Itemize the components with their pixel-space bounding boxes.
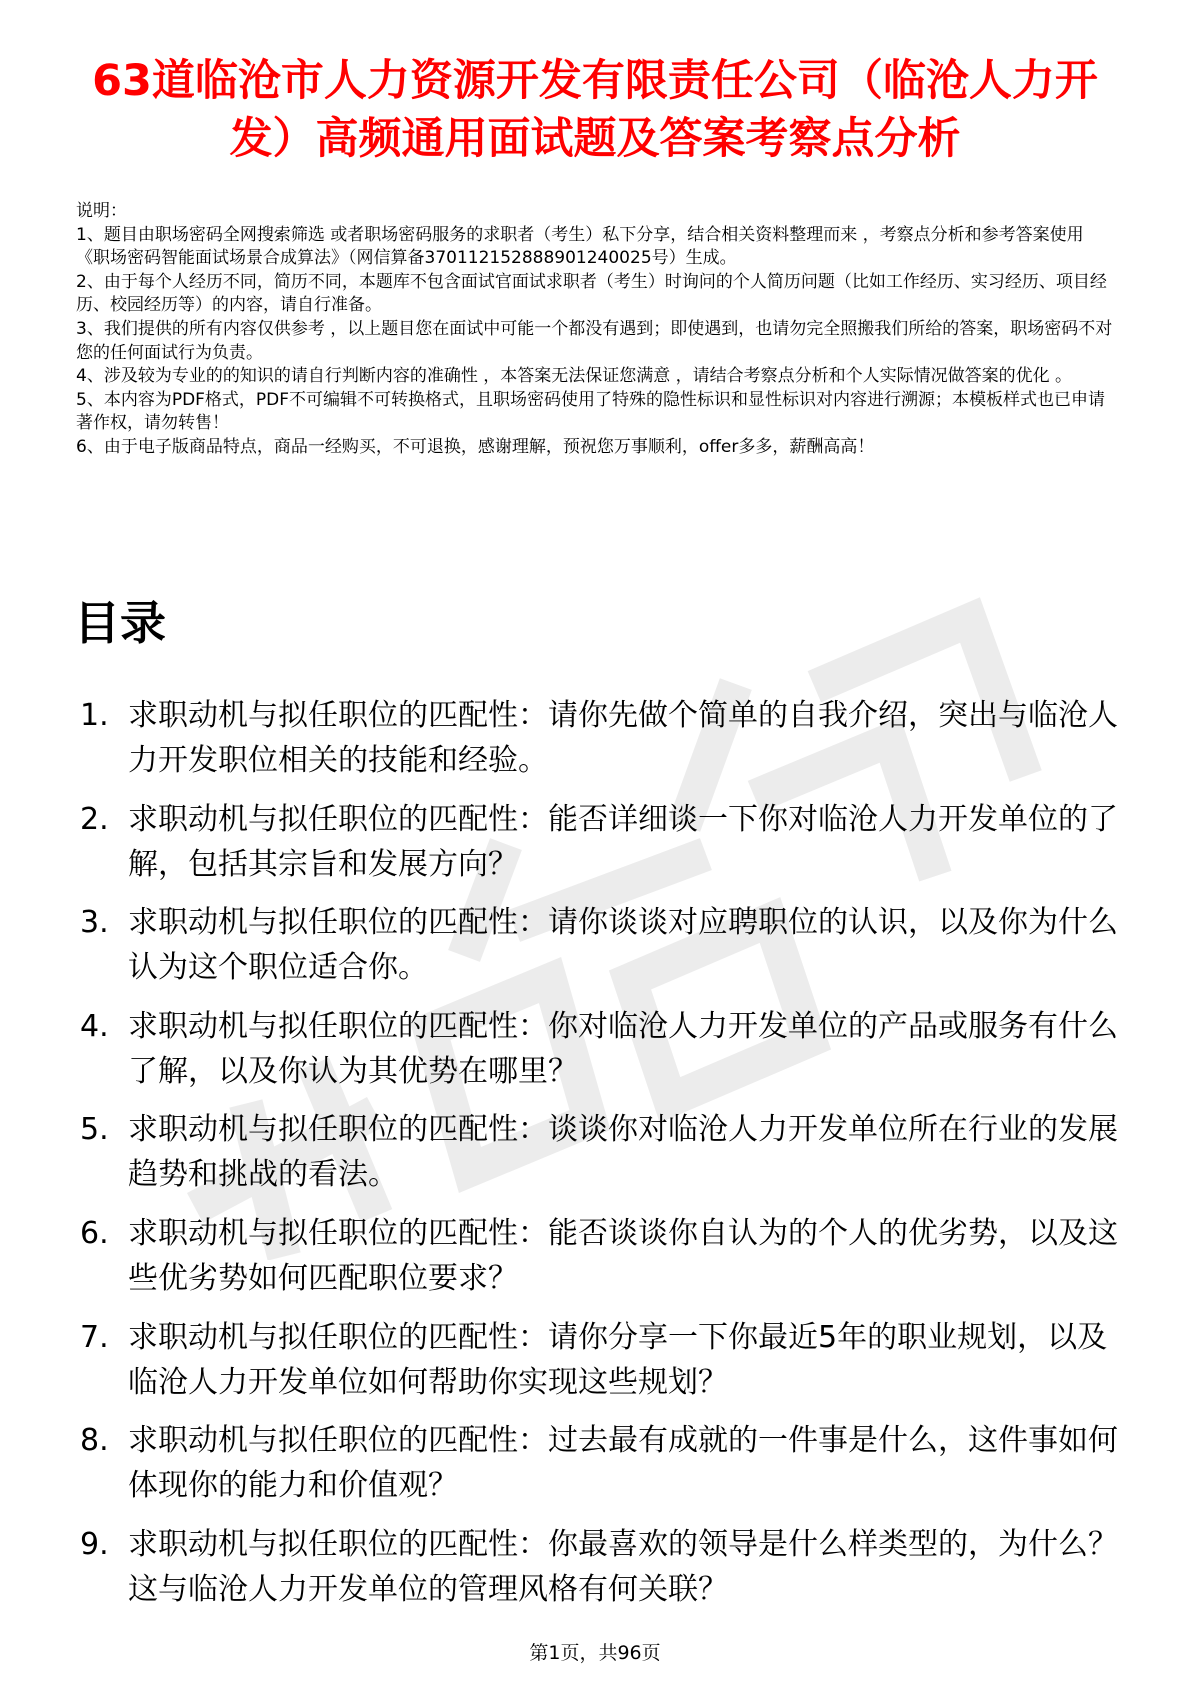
toc-item-text: 求职动机与拟任职位的匹配性：谈谈你对临沧人力开发单位所在行业的发展趋势和挑战的看法。 [128,1112,1118,1193]
toc-item[interactable] [74,1522,1134,1612]
toc-item-number: 3. [80,905,109,941]
toc-item-text: 求职动机与拟任职位的匹配性：能否详细谈一下你对临沧人力开发单位的了解，包括其宗旨和发展方向？ [128,801,1118,882]
toc-item-text: 求职动机与拟任职位的匹配性：请你谈谈对应聘职位的认识，以及你为什么认为这个职位适合你。 [128,905,1118,986]
note-item: 5、本内容为PDF格式，PDF不可编辑不可转换格式，且职场密码使用了特殊的隐性标识和显性标识对内容进行溯源；本模板样式也已申请著作权，请勿转售！ [76,389,1106,434]
toc-item-number: 9. [80,1526,109,1562]
toc-item-text: 求职动机与拟任职位的匹配性：能否谈谈你自认为的个人的优劣势，以及这些优劣势如何匹配职位要求？ [128,1215,1118,1296]
toc-item[interactable] [74,900,1134,990]
toc-item[interactable] [74,1211,1134,1301]
toc-item-number: 8. [80,1423,109,1459]
note-item: 4、涉及较为专业的的知识的请自行判断内容的准确性 ，本答案无法保证您满意 ，请结合考察点分析和个人实际情况做答案的优化 。 [76,366,1073,387]
page-number-footer: 第1页，共96页 [529,1642,661,1664]
toc-item-number: 4. [80,1008,109,1044]
toc-item-number: 2. [80,801,109,837]
toc-item[interactable] [74,1004,1134,1094]
toc-item[interactable] [74,1107,1134,1197]
toc-item-text: 求职动机与拟任职位的匹配性：请你分享一下你最近5年的职业规划，以及临沧人力开发单位如何帮助你实现这些规划？ [128,1319,1108,1400]
note-item: 3、我们提供的所有内容仅供参考 ，以上题目您在面试中可能一个都没有遇到；即使遇到，也请勿完全照搬我们所给的答案，职场密码不对您的任何面试行为负责。 [76,318,1113,363]
toc-item[interactable] [74,1315,1134,1405]
toc-item-number: 7. [80,1319,109,1355]
disclaimer-notes [76,200,1116,460]
toc-item-number: 1. [80,698,109,733]
toc-item[interactable] [74,1418,1134,1508]
toc-heading: 目录 [74,596,166,650]
toc-list [74,693,1134,1625]
toc-item-text: 求职动机与拟任职位的匹配性：你对临沧人力开发单位的产品或服务有什么了解，以及你认为其优势在哪里？ [128,1008,1118,1089]
toc-item[interactable] [74,693,1134,783]
toc-item-text: 求职动机与拟任职位的匹配性：请你先做个简单的自我介绍，突出与临沧人力开发职位相关的技能和经验。 [128,698,1118,778]
document-title: 63道临沧市人力资源开发有限责任公司（临沧人力开发）高频通用面试题及答案考察点分析 [92,56,1098,164]
toc-item-text: 求职动机与拟任职位的匹配性：过去最有成就的一件事是什么，这件事如何体现你的能力和价值观？ [128,1423,1118,1504]
notes-heading: 说明： [76,201,127,221]
toc-item[interactable] [74,797,1134,887]
note-item: 2、由于每个人经历不同，简历不同，本题库不包含面试官面试求职者（考生）时询问的个人简历问题（比如工作经历、实习经历、项目经历、校园经历等）的内容，请自行准备。 [76,271,1107,316]
toc-item-number: 6. [80,1215,109,1251]
toc-item-number: 5. [80,1112,109,1148]
note-item: 6、由于电子版商品特点，商品一经购买，不可退换，感谢理解，预祝您万事顺利，offer多多，薪酬高高！ [76,436,875,457]
note-item: 1、题目由职场密码全网搜索筛选 或者职场密码服务的求职者（考生）私下分享，结合相关资料整理而来 ，考察点分析和参考答案使用《职场密码智能面试场景合成算法》（网信算备370112152888901240025号）生成。 [76,224,1084,269]
toc-item-text: 求职动机与拟任职位的匹配性：你最喜欢的领导是什么样类型的，为什么？这与临沧人力开发单位的管理风格有何关联？ [128,1526,1118,1607]
